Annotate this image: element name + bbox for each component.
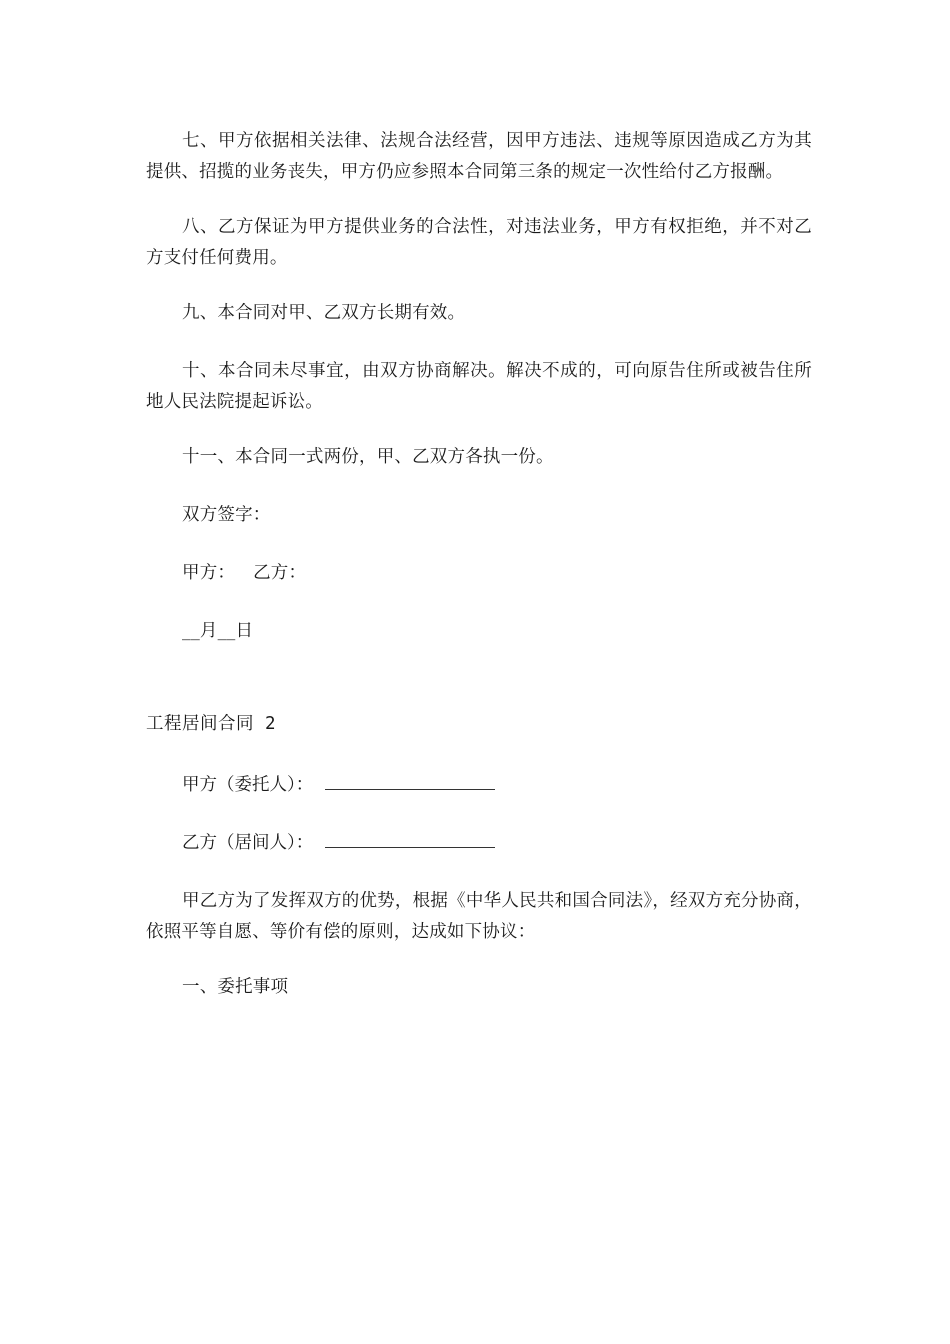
contract-2-preamble: 甲乙方为了发挥双方的优势，根据《中华人民共和国合同法》，经双方充分协商，依照平等自愿、等价有偿的原则，达成如下协议： [146,891,812,942]
party-a-field [146,770,812,801]
clause-10: 十、本合同未尽事宜，由双方协商解决。解决不成的，可向原告住所或被告住所地人民法院提起诉讼。 [146,361,812,412]
clause-9: 九、本合同对甲、乙双方长期有效。 [182,303,466,323]
clause-7: 七、甲方依据相关法律、法规合法经营，因甲方违法、违规等原因造成乙方为其提供、招揽的业务丧失，甲方仍应参照本合同第三条的规定一次性给付乙方报酬。 [146,131,812,182]
signature-title: 双方签字： [182,505,271,525]
party-b-label: 乙方（居间人）： [182,833,314,853]
clause-8: 八、乙方保证为甲方提供业务的合法性，对违法业务，甲方有权拒绝，并不对乙方支付任何费用。 [146,217,812,268]
contract-2-title: 工程居间合同 2 [146,714,277,734]
party-b-blank-line[interactable] [325,829,495,848]
party-a-signature-label: 甲方： [182,563,236,583]
document-body [146,126,812,1027]
section-1-heading: 一、委托事项 [182,977,289,997]
signature-parties [146,558,812,589]
clause-11: 十一、本合同一式两份，甲、乙双方各执一份。 [182,447,554,467]
party-a-label: 甲方（委托人）： [182,775,314,795]
party-b-field [146,828,812,859]
party-a-blank-line[interactable] [325,771,495,790]
signature-date: __月__日 [182,621,254,641]
party-b-signature-label: 乙方： [253,563,307,583]
